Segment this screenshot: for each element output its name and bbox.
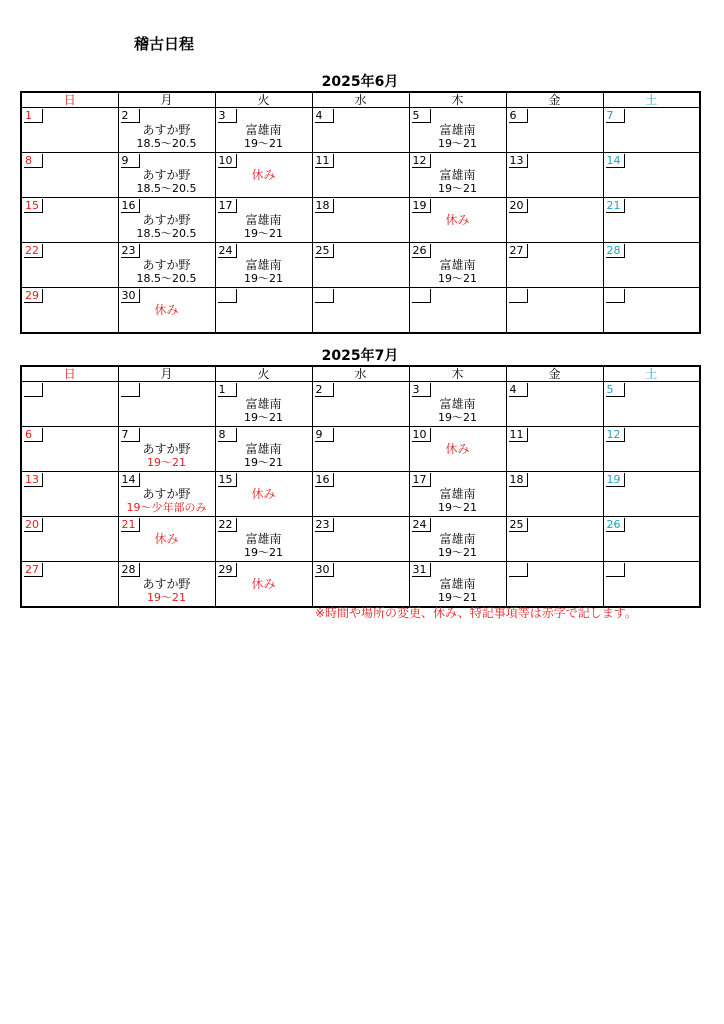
day-cell [118, 472, 215, 517]
practice-time: 19～21 [438, 272, 477, 285]
day-cell [312, 288, 409, 334]
footnote: ※時間や場所の変更、休み、特記事項等は赤字で記します。 [315, 606, 637, 620]
practice-location: 富雄南 [245, 532, 282, 546]
day-cell [603, 198, 700, 243]
practice-location: 富雄南 [245, 258, 282, 272]
day-cell [409, 517, 506, 562]
day-cell [312, 153, 409, 198]
week-row [21, 562, 700, 608]
day-number: 13 [24, 473, 43, 487]
practice-location: あすか野 [142, 258, 191, 272]
day-cell [409, 427, 506, 472]
practice-time: 18.5～20.5 [136, 182, 197, 195]
practice-time: 19～21 [438, 137, 477, 150]
day-number [315, 289, 334, 303]
day-number: 19 [606, 473, 625, 487]
practice-location: あすか野 [142, 442, 191, 456]
practice-location: 富雄南 [245, 442, 282, 456]
day-number [412, 289, 431, 303]
day-number: 12 [606, 428, 625, 442]
day-number: 17 [218, 199, 237, 213]
day-cell [21, 243, 118, 288]
week-row [21, 108, 700, 153]
page-title: 稽古日程 [134, 35, 195, 53]
day-number: 28 [121, 563, 140, 577]
day-number: 21 [121, 518, 140, 532]
week-row [21, 243, 700, 288]
day-cell [312, 562, 409, 608]
day-cell [603, 288, 700, 334]
weekday-header: 月 [118, 366, 215, 382]
calendar-june [20, 91, 701, 334]
day-number: 30 [121, 289, 140, 303]
practice-time: 19～21 [438, 411, 477, 424]
practice-time: 19～21 [244, 137, 283, 150]
weekday-header: 火 [215, 366, 312, 382]
day-number: 5 [412, 109, 431, 123]
day-cell [118, 427, 215, 472]
day-cell [215, 517, 312, 562]
day-number: 4 [509, 383, 528, 397]
practice-time: 18.5～20.5 [136, 272, 197, 285]
day-number: 27 [24, 563, 43, 577]
practice-location: 富雄南 [245, 397, 282, 411]
day-number: 9 [121, 154, 140, 168]
day-number: 16 [121, 199, 140, 213]
practice-location: 富雄南 [439, 258, 476, 272]
day-cell [118, 288, 215, 334]
day-number: 30 [315, 563, 334, 577]
day-cell [118, 243, 215, 288]
day-number: 2 [121, 109, 140, 123]
day-number: 24 [412, 518, 431, 532]
practice-location: あすか野 [142, 168, 191, 182]
day-cell [215, 382, 312, 427]
day-cell [118, 153, 215, 198]
day-cell [312, 198, 409, 243]
day-off-label: 休み [445, 213, 470, 227]
practice-time: 19～21 [244, 227, 283, 240]
day-cell [215, 472, 312, 517]
practice-location: 富雄南 [439, 487, 476, 501]
day-cell [118, 562, 215, 608]
day-number: 14 [606, 154, 625, 168]
day-off-label: 休み [251, 487, 276, 501]
day-cell [215, 427, 312, 472]
day-cell [603, 427, 700, 472]
day-number: 11 [315, 154, 334, 168]
day-number: 21 [606, 199, 625, 213]
day-cell [409, 198, 506, 243]
day-cell [506, 288, 603, 334]
day-cell [603, 517, 700, 562]
day-number: 25 [509, 518, 528, 532]
day-number: 3 [218, 109, 237, 123]
weekday-header: 火 [215, 92, 312, 108]
week-row [21, 472, 700, 517]
day-number: 7 [606, 109, 625, 123]
day-cell [506, 427, 603, 472]
weekday-header: 日 [21, 366, 118, 382]
day-number [509, 563, 528, 577]
practice-time: 19～21 [147, 591, 186, 604]
weekday-header: 金 [506, 92, 603, 108]
day-cell [21, 517, 118, 562]
day-number: 16 [315, 473, 334, 487]
day-number: 10 [412, 428, 431, 442]
day-cell [21, 198, 118, 243]
practice-time: 19～21 [438, 591, 477, 604]
day-cell [118, 108, 215, 153]
day-number: 18 [315, 199, 334, 213]
day-number: 20 [509, 199, 528, 213]
day-cell [118, 198, 215, 243]
day-number: 22 [218, 518, 237, 532]
day-cell [409, 562, 506, 608]
day-cell [506, 562, 603, 608]
practice-time: 19～21 [244, 456, 283, 469]
weekday-header: 木 [409, 92, 506, 108]
practice-time: 19～21 [244, 546, 283, 559]
practice-time: 19～21 [244, 411, 283, 424]
day-cell [603, 562, 700, 608]
practice-time: 18.5～20.5 [136, 227, 197, 240]
day-number: 15 [218, 473, 237, 487]
day-cell [506, 517, 603, 562]
day-number: 25 [315, 244, 334, 258]
day-number: 15 [24, 199, 43, 213]
practice-location: あすか野 [142, 213, 191, 227]
day-cell [409, 243, 506, 288]
day-cell [215, 243, 312, 288]
day-cell [603, 108, 700, 153]
calendar-july [20, 365, 701, 608]
day-number: 3 [412, 383, 431, 397]
day-cell [21, 288, 118, 334]
day-number: 6 [509, 109, 528, 123]
day-number: 1 [24, 109, 43, 123]
day-number: 7 [121, 428, 140, 442]
practice-time: 18.5～20.5 [136, 137, 197, 150]
day-cell [312, 472, 409, 517]
practice-location: あすか野 [142, 487, 191, 501]
weekday-header: 土 [603, 92, 700, 108]
day-number: 6 [24, 428, 43, 442]
day-off-label: 休み [251, 168, 276, 182]
day-number: 22 [24, 244, 43, 258]
day-cell [409, 382, 506, 427]
day-number: 31 [412, 563, 431, 577]
day-cell [21, 562, 118, 608]
day-cell [312, 517, 409, 562]
day-number: 27 [509, 244, 528, 258]
day-cell [215, 198, 312, 243]
day-cell [603, 382, 700, 427]
weekday-header-row [21, 92, 700, 108]
day-cell [215, 153, 312, 198]
weekday-header: 木 [409, 366, 506, 382]
day-number: 23 [121, 244, 140, 258]
day-number: 19 [412, 199, 431, 213]
day-number: 2 [315, 383, 334, 397]
day-number: 8 [218, 428, 237, 442]
day-cell [506, 198, 603, 243]
day-cell [506, 243, 603, 288]
day-cell [506, 108, 603, 153]
practice-location: 富雄南 [439, 168, 476, 182]
weekday-header: 日 [21, 92, 118, 108]
day-cell [506, 153, 603, 198]
week-row [21, 198, 700, 243]
practice-time: 19～21 [438, 182, 477, 195]
week-row [21, 382, 700, 427]
day-cell [312, 427, 409, 472]
day-cell [21, 108, 118, 153]
day-cell [21, 472, 118, 517]
day-number: 18 [509, 473, 528, 487]
practice-time: 19～21 [244, 272, 283, 285]
practice-location: あすか野 [142, 577, 191, 591]
day-number: 29 [218, 563, 237, 577]
week-row [21, 153, 700, 198]
day-number: 23 [315, 518, 334, 532]
day-cell [21, 153, 118, 198]
day-cell [409, 153, 506, 198]
day-cell [409, 472, 506, 517]
practice-location: 富雄南 [439, 577, 476, 591]
practice-time: 19～21 [438, 501, 477, 514]
day-cell [409, 108, 506, 153]
day-number: 9 [315, 428, 334, 442]
day-number [606, 563, 625, 577]
day-number: 24 [218, 244, 237, 258]
day-cell [215, 562, 312, 608]
day-cell [603, 472, 700, 517]
day-off-label: 休み [154, 303, 179, 317]
day-cell [21, 382, 118, 427]
day-cell [312, 243, 409, 288]
day-number: 17 [412, 473, 431, 487]
day-number: 11 [509, 428, 528, 442]
practice-location: 富雄南 [245, 213, 282, 227]
weekday-header: 月 [118, 92, 215, 108]
practice-location: 富雄南 [439, 397, 476, 411]
day-number: 29 [24, 289, 43, 303]
day-number: 12 [412, 154, 431, 168]
day-cell [21, 427, 118, 472]
day-cell [603, 243, 700, 288]
practice-location: 富雄南 [439, 532, 476, 546]
practice-location: あすか野 [142, 123, 191, 137]
day-cell [118, 382, 215, 427]
day-off-label: 休み [154, 532, 179, 546]
weekday-header-row [21, 366, 700, 382]
day-number: 20 [24, 518, 43, 532]
day-number: 1 [218, 383, 237, 397]
weekday-header: 水 [312, 366, 409, 382]
day-cell [118, 517, 215, 562]
weekday-header: 金 [506, 366, 603, 382]
day-number [121, 383, 140, 397]
day-cell [603, 153, 700, 198]
day-number: 4 [315, 109, 334, 123]
day-number: 5 [606, 383, 625, 397]
day-number: 10 [218, 154, 237, 168]
day-number: 26 [606, 518, 625, 532]
day-number [606, 289, 625, 303]
day-number [509, 289, 528, 303]
day-number [24, 383, 43, 397]
week-row [21, 517, 700, 562]
day-number: 28 [606, 244, 625, 258]
day-off-label: 休み [445, 442, 470, 456]
week-row [21, 288, 700, 334]
weekday-header: 水 [312, 92, 409, 108]
day-cell [409, 288, 506, 334]
day-cell [215, 288, 312, 334]
day-cell [312, 382, 409, 427]
day-cell [506, 472, 603, 517]
day-off-label: 休み [251, 577, 276, 591]
weekday-header: 土 [603, 366, 700, 382]
day-cell [506, 382, 603, 427]
practice-time: 19～21 [147, 456, 186, 469]
practice-location: 富雄南 [439, 123, 476, 137]
day-number: 8 [24, 154, 43, 168]
day-number: 26 [412, 244, 431, 258]
practice-location: 富雄南 [245, 123, 282, 137]
week-row [21, 427, 700, 472]
day-number: 14 [121, 473, 140, 487]
month-title-july: 2025年7月 [321, 348, 399, 364]
day-cell [312, 108, 409, 153]
practice-time: 19～21 [438, 546, 477, 559]
month-title-june: 2025年6月 [321, 74, 399, 90]
day-cell [215, 108, 312, 153]
practice-time: 19～少年部のみ [126, 501, 207, 514]
day-number [218, 289, 237, 303]
day-number: 13 [509, 154, 528, 168]
